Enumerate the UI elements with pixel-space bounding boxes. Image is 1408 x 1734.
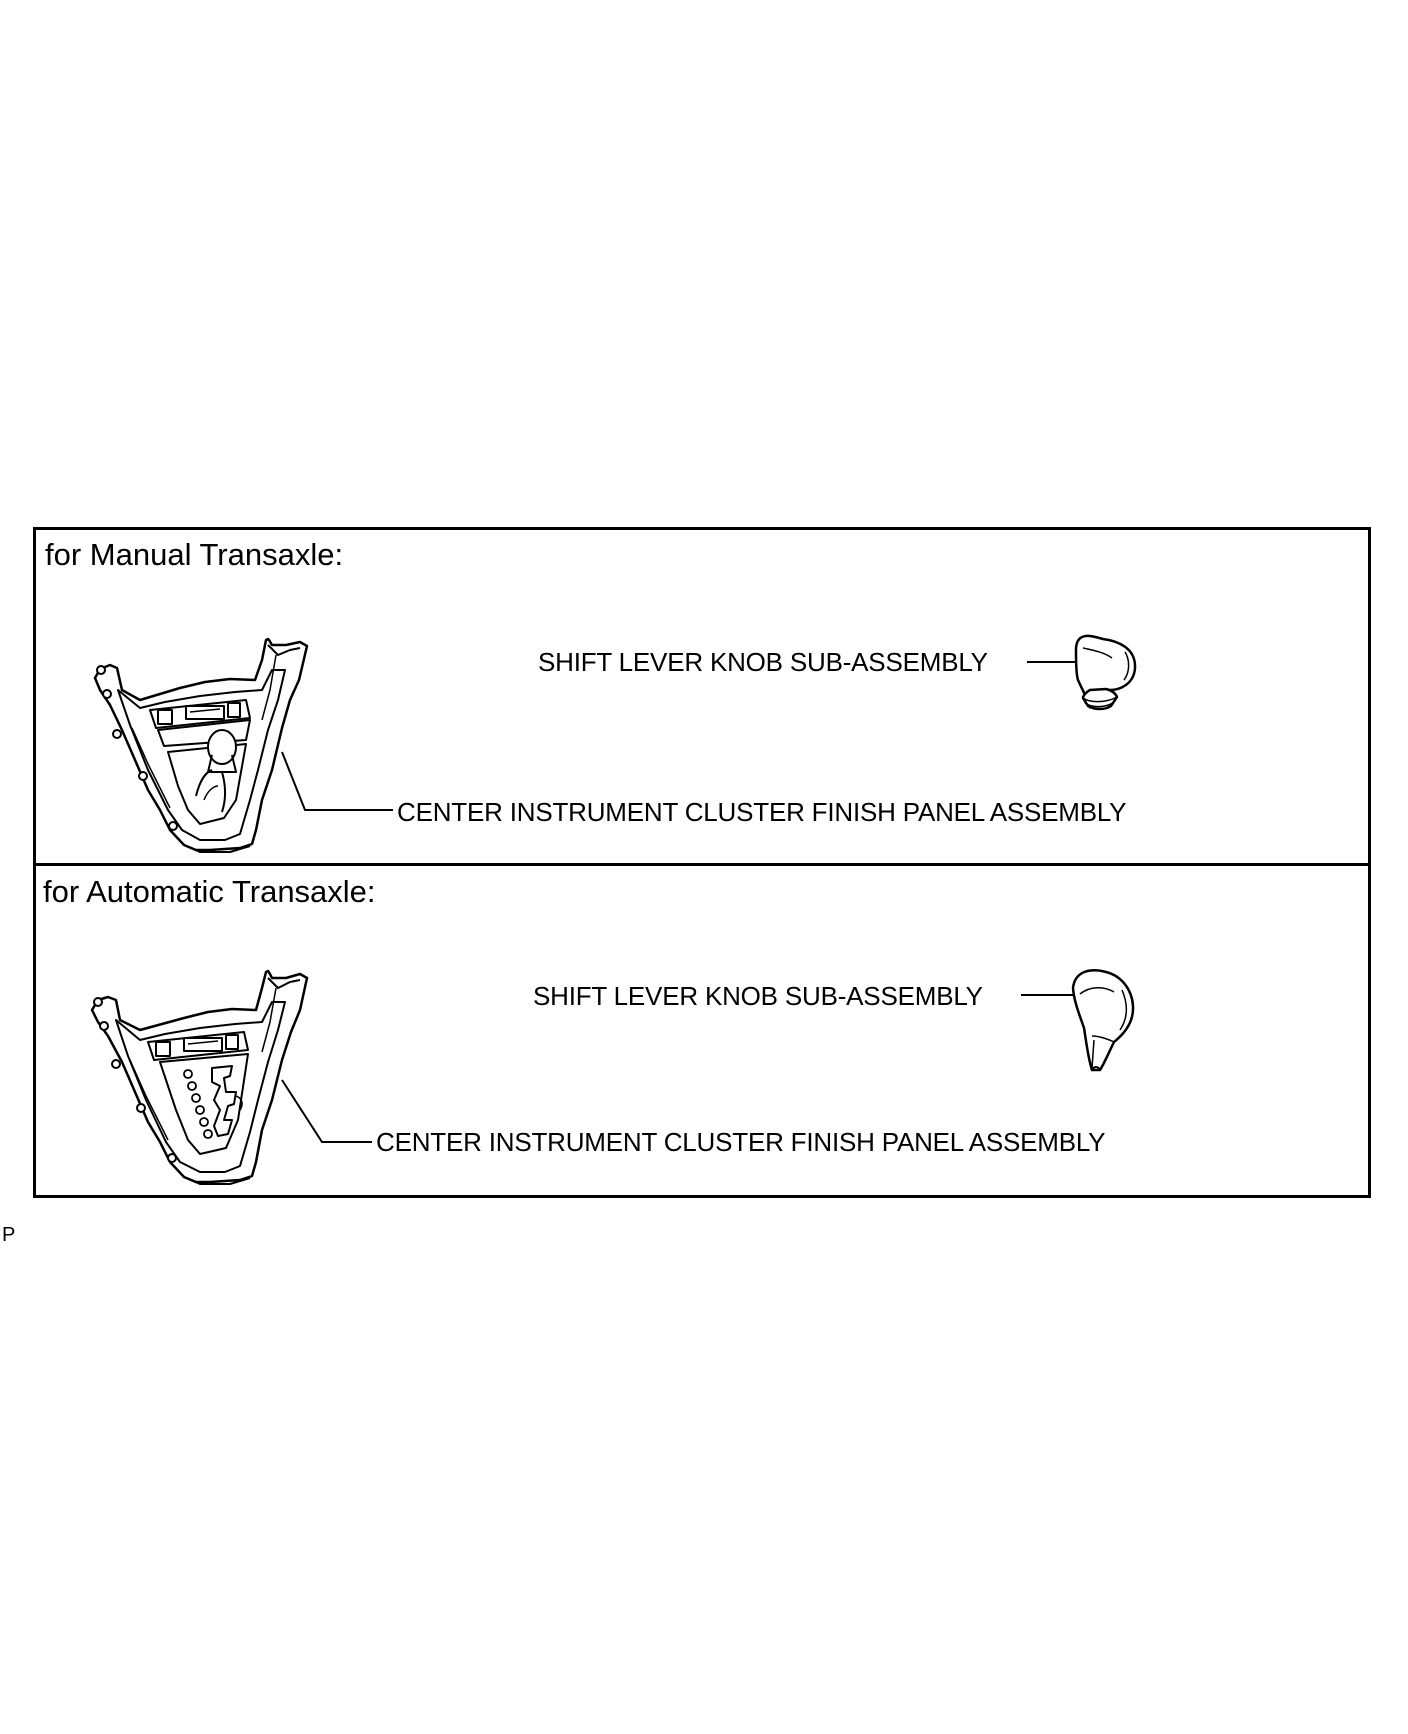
- footer-code: P: [2, 1224, 16, 1246]
- round-shift-knob-icon: [1076, 636, 1135, 709]
- automatic-knob-label: SHIFT LEVER KNOB SUB-ASSEMBLY: [533, 981, 983, 1011]
- manual-section-title: for Manual Transaxle:: [45, 537, 344, 572]
- manual-panel-leader: [282, 752, 393, 810]
- automatic-section-title: for Automatic Transaxle:: [43, 874, 376, 909]
- tapered-shift-knob-icon: [1073, 970, 1133, 1070]
- automatic-finish-panel-icon: [92, 971, 307, 1184]
- manual-finish-panel-icon: [95, 639, 307, 852]
- manual-panel-label: CENTER INSTRUMENT CLUSTER FINISH PANEL ASSEMBLY: [397, 797, 1127, 827]
- automatic-panel-leader: [282, 1080, 372, 1142]
- manual-knob-label: SHIFT LEVER KNOB SUB-ASSEMBLY: [538, 647, 988, 677]
- automatic-panel-label: CENTER INSTRUMENT CLUSTER FINISH PANEL ASSEMBLY: [376, 1127, 1106, 1157]
